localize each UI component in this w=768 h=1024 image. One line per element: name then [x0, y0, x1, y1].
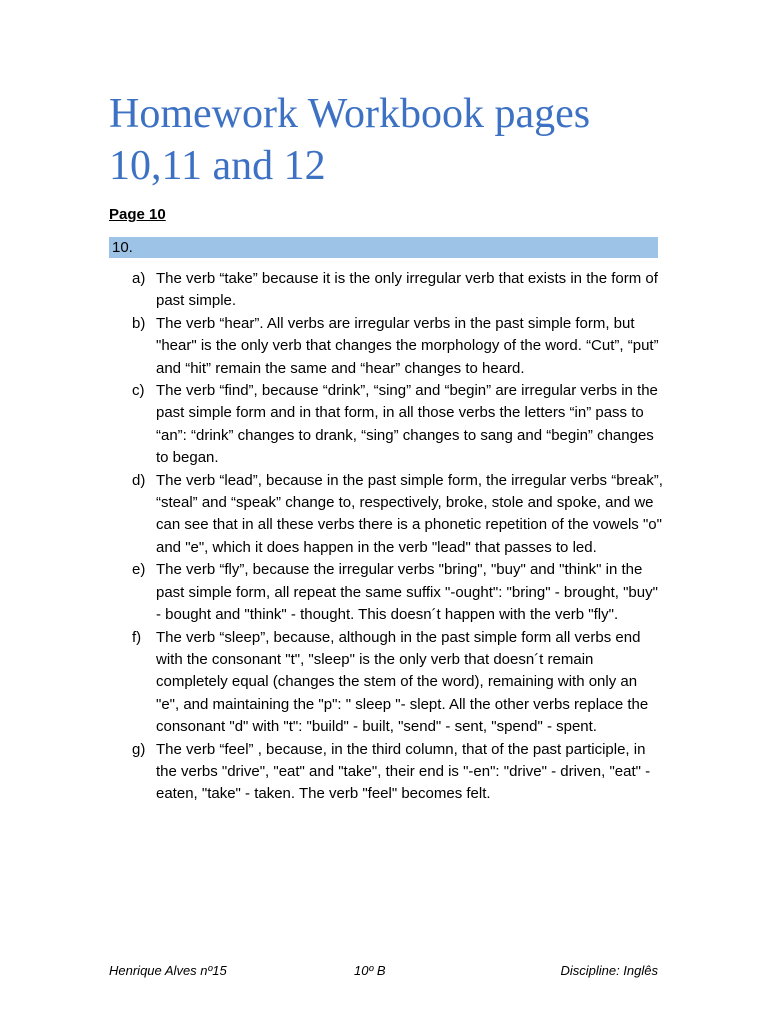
page-footer: [109, 961, 658, 981]
answer-list: [109, 268, 664, 806]
answer-letter: d): [132, 471, 146, 489]
page-title: Homework Workbook pages 10,11 and 12: [109, 91, 591, 189]
footer-class: 10º B: [354, 963, 386, 978]
answer-text: The verb “lead”, because in the past simple form, the irregular verbs “break”, “steal” and “speak” change to, respectively, broke, stole and spoke, and we can see that in all these verbs there is a phonetic repetition of the vowels "o" and "e", which it does happen in the verb "lead" that passes to led.: [156, 471, 663, 556]
answer-item-b: [109, 313, 664, 380]
answer-text: The verb “fly”, because the irregular verbs "bring", "buy" and "think" in the past simple form, all repeat the same suffix "-ought": "bring" - brought, "buy" - bought and "think" - thought. This doesn´t happen with the verb "fly".: [156, 561, 658, 624]
answer-text: The verb “find”, because “drink”, “sing” and “begin” are irregular verbs in the past simple form and in that form, in all those verbs the letters “in” pass to “an”: “drink” changes to drank, “sing” changes to sang and “begin” changes to began.: [156, 382, 658, 467]
answer-letter: f): [132, 628, 142, 646]
answer-item-f: [109, 627, 664, 739]
answer-item-a: [109, 268, 664, 313]
answer-text: The verb “feel” , because, in the third column, that of the past participle, in the verbs "drive", "eat" and "take", their end is "-en": "drive" - driven, "eat" - eaten, "take" - taken. The verb "feel" becomes felt.: [156, 740, 651, 803]
answer-letter: e): [132, 561, 146, 579]
answer-item-c: [109, 380, 664, 470]
answer-item-e: [109, 559, 664, 626]
question-number: 10.: [112, 239, 133, 256]
answer-text: The verb “sleep”, because, although in the past simple form all verbs end with the consonant "t", "sleep" is the only verb that doesn´t remain completely equal (changes the stem of the word), remaining with only an "e", and maintaining the "p": " sleep "- slept. All the other verbs replace the consonant "d" with "t": "build" - built, "send" - sent, "spend" - spent.: [156, 628, 649, 736]
answer-letter: c): [132, 382, 145, 400]
answer-item-g: [109, 739, 664, 806]
footer-discipline: Discipline: Inglês: [560, 963, 658, 978]
question-header-bar: [109, 237, 658, 258]
section-heading: Page 10: [109, 206, 166, 223]
answer-text: The verb “hear”. All verbs are irregular verbs in the past simple form, but "hear" is the only verb that changes the morphology of the word. “Cut”, “put” and “hit” remain the same and “hear” changes to heard.: [156, 314, 659, 377]
answer-letter: b): [132, 314, 146, 332]
answer-letter: a): [132, 270, 146, 287]
answer-letter: g): [132, 740, 146, 758]
answer-text: The verb “take” because it is the only irregular verb that exists in the form of past simple.: [156, 270, 658, 310]
footer-author: Henrique Alves nº15: [109, 963, 227, 978]
answer-item-d: [109, 470, 664, 560]
